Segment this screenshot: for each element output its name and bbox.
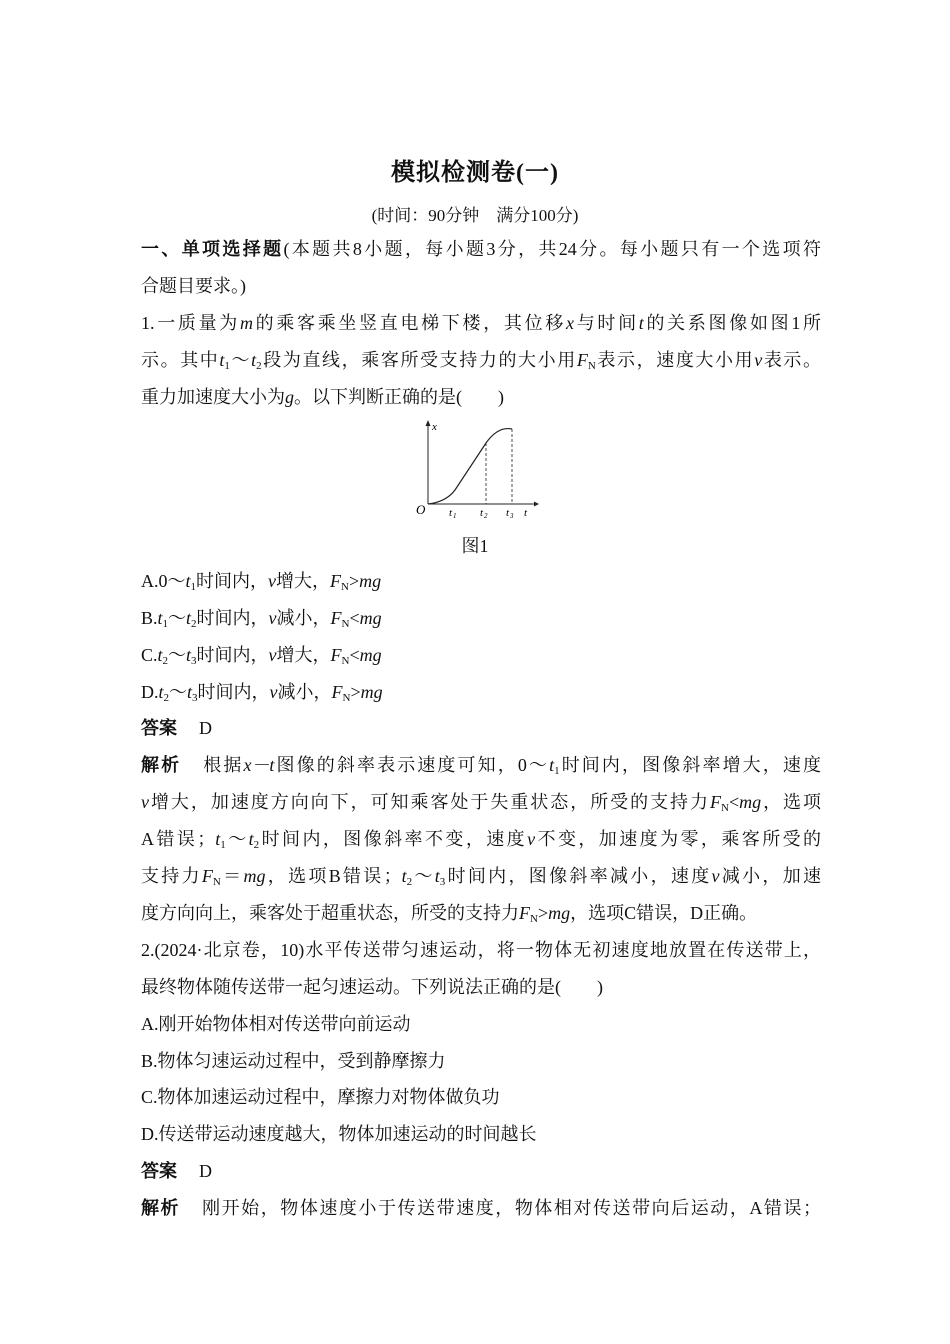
tilde: ～ bbox=[168, 608, 187, 628]
subscript: N bbox=[341, 581, 349, 593]
text: 度方向向上，乘客处于超重状态，所受的支持力 bbox=[141, 903, 519, 923]
text: 表示。 bbox=[762, 350, 822, 370]
q2-stem-line1: 2.(2024·北京卷，10)水平传送带匀速运动，将一物体无初速度地放置在传送带上， bbox=[141, 940, 821, 960]
subscript: N bbox=[721, 802, 729, 814]
var-t: t bbox=[185, 571, 191, 591]
text: 段为直线，乘客所受支持力的大小用 bbox=[261, 350, 577, 370]
subscript: 2 bbox=[191, 618, 197, 630]
var-xt: x－t bbox=[243, 755, 275, 775]
q2-stem-line2: 最终物体随传送带一起匀速运动。下列说法正确的是( ) bbox=[141, 977, 603, 997]
text: 示。其中 bbox=[141, 350, 220, 370]
q2-analysis-line1 bbox=[141, 1196, 821, 1220]
var-x: x bbox=[566, 313, 575, 333]
var-F: F bbox=[330, 608, 342, 628]
tilde: ～ bbox=[412, 866, 435, 886]
var-F: F bbox=[330, 571, 342, 591]
var-v: v bbox=[268, 571, 277, 591]
answer-label: 答案 bbox=[141, 718, 177, 738]
subscript: 2 bbox=[162, 655, 169, 667]
tilde: ～ bbox=[169, 682, 188, 702]
text: 时间内，图像斜率不变，速度 bbox=[259, 829, 528, 849]
analysis-label: 解析 bbox=[141, 1198, 181, 1218]
var-t: t bbox=[434, 866, 440, 886]
text: 时间内，图像斜率增大，速度 bbox=[559, 755, 822, 775]
label-x: x bbox=[432, 421, 437, 433]
text: A.0～ bbox=[141, 571, 186, 591]
relation: < bbox=[349, 608, 360, 628]
label-t1: t bbox=[449, 507, 453, 519]
var-mg: mg bbox=[548, 903, 571, 923]
q1-analysis-line2 bbox=[141, 790, 821, 814]
text: A错误； bbox=[141, 829, 216, 849]
text: 不变，加速度为零，乘客所受的 bbox=[535, 829, 822, 849]
subscript: 2 bbox=[256, 360, 262, 372]
text: 重力加速度大小为 bbox=[141, 387, 285, 407]
q1-option-a[interactable] bbox=[141, 569, 821, 593]
q1-stem-line3 bbox=[141, 385, 821, 409]
subscript: N bbox=[587, 360, 596, 372]
q1-answer bbox=[141, 716, 821, 740]
text: 刚开始，物体速度小于传送带速度，物体相对传送带向后运动，A错误； bbox=[202, 1198, 821, 1218]
exam-info: (时间：90分钟 满分100分) bbox=[371, 206, 579, 225]
q1-option-d[interactable] bbox=[141, 680, 821, 704]
text: 时间内， bbox=[196, 645, 269, 665]
var-F: F bbox=[710, 792, 721, 812]
var-F: F bbox=[519, 903, 530, 923]
text: 1.一质量为 bbox=[141, 313, 240, 333]
tilde: ～ bbox=[168, 645, 187, 665]
text: 的关系图像如图1所 bbox=[643, 313, 822, 333]
text: 支持力 bbox=[141, 866, 202, 886]
label-t3: t bbox=[506, 507, 510, 519]
section-heading bbox=[141, 237, 821, 261]
text: 根据 bbox=[203, 755, 244, 775]
relation: > bbox=[350, 682, 361, 702]
q1-analysis-line3 bbox=[141, 827, 821, 851]
text: 减小， bbox=[276, 608, 331, 628]
label-origin: O bbox=[416, 502, 426, 517]
var-mg: mg bbox=[359, 571, 382, 591]
q1-analysis-line4 bbox=[141, 864, 821, 888]
page-title: 模拟检测卷(一) bbox=[391, 160, 559, 186]
text: 的乘客乘坐竖直电梯下楼，其位移 bbox=[252, 313, 567, 333]
text: 时间内，图像斜率减小，速度 bbox=[445, 866, 712, 886]
section-intro: (本题共8小题，每小题3分，共24分。每小题只有一个选项符 bbox=[283, 239, 822, 259]
var-F: F bbox=[330, 645, 342, 665]
var-v: v bbox=[141, 792, 149, 812]
var-v: v bbox=[711, 866, 720, 886]
text: ，选项B错误； bbox=[265, 866, 402, 886]
text: ，选项C错误，D正确。 bbox=[570, 903, 758, 923]
q2-answer bbox=[141, 1159, 821, 1183]
text: 减小， bbox=[277, 682, 332, 702]
var-v: v bbox=[268, 608, 277, 628]
var-t: t bbox=[219, 350, 225, 370]
text: ，选项 bbox=[761, 792, 822, 812]
var-t: t bbox=[549, 755, 555, 775]
text: 。以下判断正确的是( ) bbox=[294, 387, 504, 407]
relation: > bbox=[348, 571, 360, 591]
var-v: v bbox=[754, 350, 763, 370]
q1-analysis-line1 bbox=[141, 753, 821, 777]
text: 减小，加速 bbox=[719, 866, 822, 886]
subscript: N bbox=[341, 655, 350, 667]
subscript: 3 bbox=[439, 876, 446, 888]
var-t: t bbox=[158, 682, 164, 702]
relation: > bbox=[537, 903, 549, 923]
q1-stem-line2 bbox=[141, 348, 821, 372]
label-t3-sub: 3 bbox=[510, 512, 514, 520]
var-t: t bbox=[186, 645, 192, 665]
relation: ＝ bbox=[220, 866, 244, 886]
subscript: N bbox=[212, 876, 221, 888]
subscript: N bbox=[530, 913, 538, 925]
figure-caption: 图1 bbox=[461, 536, 489, 556]
text: 增大， bbox=[276, 571, 331, 591]
q1-option-c[interactable] bbox=[141, 643, 821, 667]
var-t: t bbox=[248, 829, 254, 849]
subscript: 2 bbox=[406, 876, 413, 888]
x-axis-arrow bbox=[534, 502, 539, 507]
subscript: 2 bbox=[163, 692, 170, 704]
text: 时间内， bbox=[196, 608, 269, 628]
section-title: 一、单项选择题 bbox=[141, 239, 284, 259]
label-t-axis: t bbox=[524, 507, 528, 519]
var-t: t bbox=[251, 350, 257, 370]
text: 增大，加速度方向向下，可知乘客处于失重状态，所受的支持力 bbox=[149, 792, 710, 812]
var-v: v bbox=[527, 829, 536, 849]
subscript: 1 bbox=[554, 765, 560, 777]
var-t: t bbox=[215, 829, 221, 849]
var-t: t bbox=[157, 608, 163, 628]
var-mg: mg bbox=[359, 645, 382, 665]
answer-label: 答案 bbox=[141, 1161, 177, 1181]
var-mg: mg bbox=[243, 866, 266, 886]
subscript: 1 bbox=[220, 839, 226, 851]
text: 与时间 bbox=[574, 313, 639, 333]
answer-value: D bbox=[199, 718, 212, 738]
q2-option-b[interactable]: B.物体匀速运动过程中，受到静摩擦力 bbox=[141, 1051, 446, 1071]
xt-graph bbox=[410, 418, 542, 520]
text: B. bbox=[141, 608, 158, 628]
label-t2-sub: 2 bbox=[484, 512, 488, 520]
q1-analysis-line5 bbox=[141, 901, 821, 925]
subscript: N bbox=[342, 692, 351, 704]
subscript: 1 bbox=[190, 581, 197, 593]
subscript: 3 bbox=[192, 692, 198, 704]
var-m: m bbox=[239, 313, 253, 333]
section-intro-cont: 合题目要求。) bbox=[141, 276, 246, 296]
var-F: F bbox=[331, 682, 343, 702]
text: 增大， bbox=[276, 645, 331, 665]
q2-option-a[interactable]: A.刚开始物体相对传送带向前运动 bbox=[141, 1014, 411, 1034]
var-t: t bbox=[157, 645, 163, 665]
text: 时间内， bbox=[197, 682, 270, 702]
analysis-label: 解析 bbox=[141, 755, 182, 775]
var-t: t bbox=[638, 313, 644, 333]
var-mg: mg bbox=[739, 792, 762, 812]
answer-value: D bbox=[199, 1161, 212, 1181]
tilde: ～ bbox=[225, 829, 249, 849]
text: C. bbox=[141, 645, 158, 665]
var-F: F bbox=[201, 866, 213, 886]
subscript: N bbox=[341, 618, 350, 630]
tilde: ～ bbox=[229, 350, 252, 370]
q2-option-d[interactable]: D.传送带运动速度越大，物体加速运动的时间越长 bbox=[141, 1124, 537, 1144]
subscript: 2 bbox=[253, 839, 260, 851]
subscript: 1 bbox=[162, 618, 169, 630]
text: 表示，速度大小用 bbox=[595, 350, 755, 370]
var-t: t bbox=[401, 866, 407, 886]
y-axis-arrow bbox=[426, 420, 431, 426]
xt-curve bbox=[428, 429, 512, 504]
var-v: v bbox=[269, 682, 278, 702]
q1-option-b[interactable] bbox=[141, 606, 821, 630]
var-mg: mg bbox=[360, 682, 383, 702]
var-t: t bbox=[187, 682, 193, 702]
relation: < bbox=[728, 792, 740, 812]
relation: < bbox=[349, 645, 360, 665]
var-v: v bbox=[268, 645, 277, 665]
var-g: g bbox=[285, 387, 294, 407]
text: 图像的斜率表示速度可知，0～ bbox=[274, 755, 550, 775]
label-t1-sub: 1 bbox=[453, 512, 457, 520]
q1-stem-line1 bbox=[141, 311, 821, 335]
label-t2: t bbox=[480, 507, 484, 519]
text: 时间内， bbox=[196, 571, 269, 591]
var-mg: mg bbox=[359, 608, 382, 628]
q2-option-c[interactable]: C.物体加速运动过程中，摩擦力对物体做负功 bbox=[141, 1087, 500, 1107]
subscript: 1 bbox=[224, 360, 230, 372]
subscript: 3 bbox=[191, 655, 197, 667]
var-F: F bbox=[576, 350, 588, 370]
var-t: t bbox=[186, 608, 192, 628]
text: D. bbox=[141, 682, 159, 702]
